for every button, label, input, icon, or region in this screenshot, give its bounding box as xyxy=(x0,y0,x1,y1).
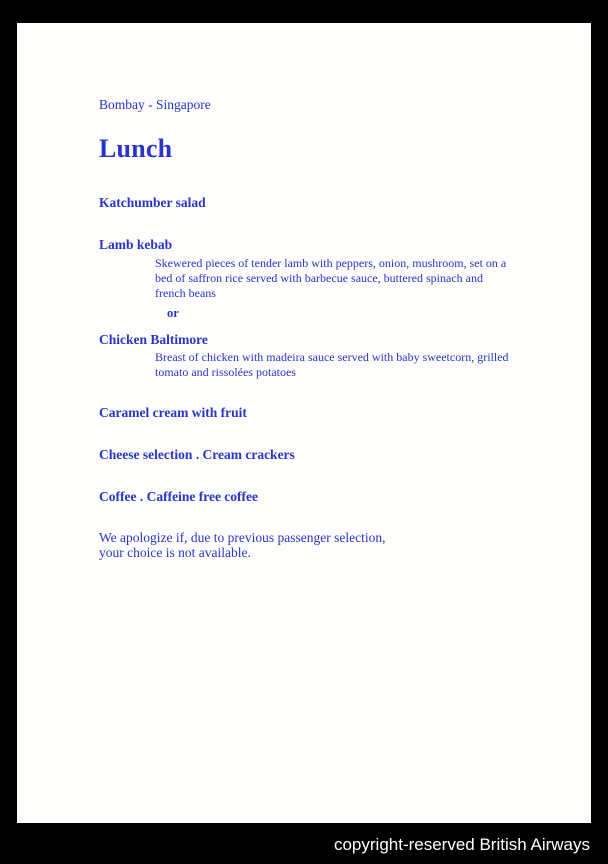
dessert-item: Caramel cream with fruit xyxy=(99,405,247,420)
menu-card xyxy=(17,23,591,823)
route-heading: Bombay - Singapore xyxy=(99,97,211,112)
main-course-2-name: Chicken Baltimore xyxy=(99,332,208,347)
coffee-item: Coffee . Caffeine free coffee xyxy=(99,489,259,504)
cheese-item: Cheese selection . Cream crackers xyxy=(99,447,295,462)
main-course-2-description: Breast of chicken with madeira sauce served with baby sweetcorn, grilled tomato and rissolées potatoes xyxy=(155,350,509,379)
or-separator: or xyxy=(167,306,179,320)
apology-line-1: We apologize if, due to previous passenger selection, xyxy=(99,530,386,545)
starter-item: Katchumber salad xyxy=(99,195,206,210)
apology-note xyxy=(99,530,459,560)
apology-line-2: your choice is not available. xyxy=(99,545,251,560)
main-course-1-description: Skewered pieces of tender lamb with peppers, onion, mushroom, set on a bed of saffron rice served with barbecue sauce, buttered spinach and french beans xyxy=(155,256,507,300)
copyright-caption: copyright-reserved British Airways xyxy=(333,835,590,854)
meal-title: Lunch xyxy=(99,134,173,163)
main-course-1-name: Lamb kebab xyxy=(99,237,173,252)
